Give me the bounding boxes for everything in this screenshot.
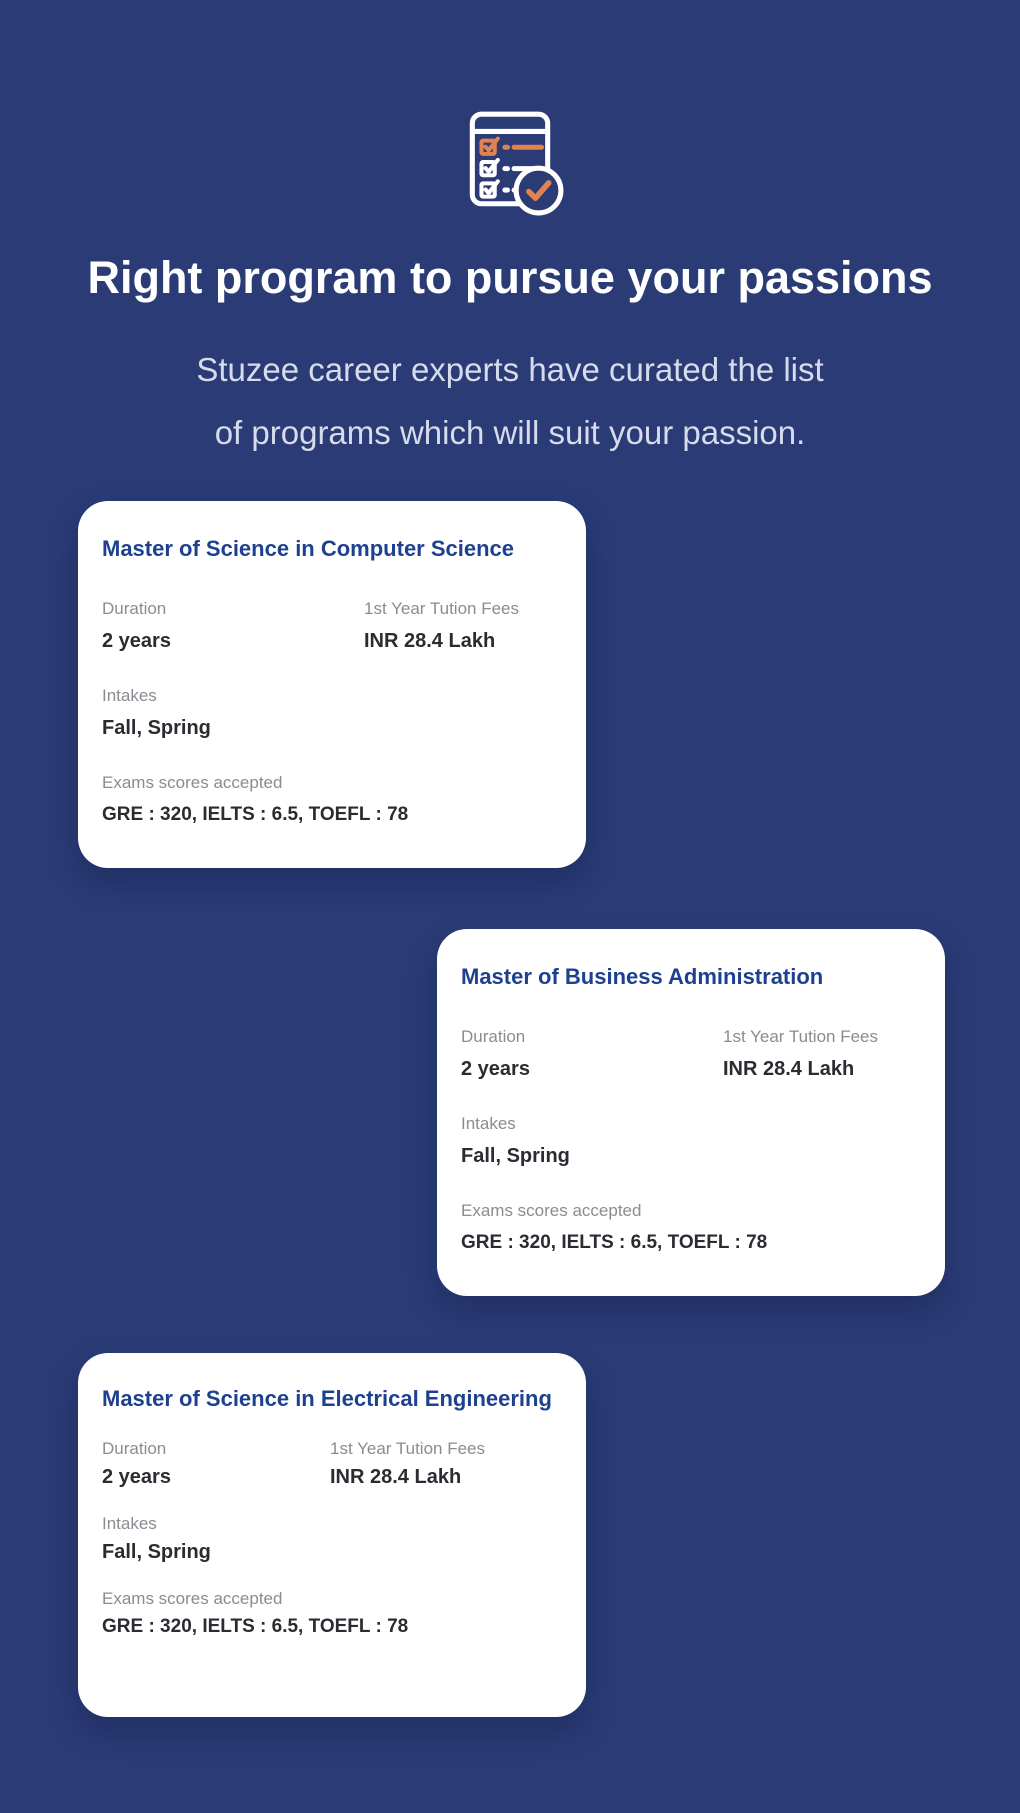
intakes-value: Fall, Spring [102, 717, 211, 739]
duration-label: Duration [102, 599, 167, 618]
intakes-field [461, 1113, 919, 1168]
duration-value: 2 years [102, 1466, 171, 1488]
duration-label: Duration [102, 1439, 167, 1458]
exams-label: Exams scores accepted [102, 1589, 283, 1608]
duration-field [102, 598, 364, 653]
tuition-value: INR 28.4 Lakh [364, 630, 496, 652]
program-card-electrical-engineering[interactable] [78, 1353, 586, 1717]
intakes-label: Intakes [102, 1514, 157, 1533]
page-subtitle-line2: of programs which will suit your passion. [214, 414, 806, 451]
exams-value: GRE : 320, IELTS : 6.5, TOEFL : 78 [461, 1232, 768, 1253]
program-title: Master of Business Administration [461, 964, 824, 989]
program-title: Master of Science in Computer Science [102, 536, 515, 561]
tuition-field [723, 1026, 919, 1081]
program-card-computer-science[interactable] [78, 501, 586, 868]
page-subtitle-line1: Stuzee career experts have curated the list [196, 351, 824, 388]
exams-label: Exams scores accepted [102, 773, 283, 792]
duration-value: 2 years [102, 630, 171, 652]
exams-field [102, 1588, 560, 1639]
duration-field [461, 1026, 723, 1081]
tuition-label: 1st Year Tution Fees [364, 599, 519, 618]
exams-field [102, 772, 560, 827]
tuition-value: INR 28.4 Lakh [330, 1466, 462, 1488]
duration-label: Duration [461, 1027, 526, 1046]
intakes-field [102, 1513, 560, 1564]
exams-value: GRE : 320, IELTS : 6.5, TOEFL : 78 [102, 804, 409, 825]
program-title: Master of Science in Electrical Engineering [102, 1386, 552, 1411]
intakes-label: Intakes [102, 686, 157, 705]
duration-value: 2 years [461, 1058, 530, 1080]
checklist-icon [454, 105, 566, 217]
exams-value: GRE : 320, IELTS : 6.5, TOEFL : 78 [102, 1616, 409, 1637]
page-title: Right program to pursue your passions [87, 252, 933, 303]
intakes-value: Fall, Spring [461, 1145, 570, 1167]
intakes-label: Intakes [461, 1114, 516, 1133]
page-subtitle [0, 338, 1020, 464]
program-card-mba[interactable] [437, 929, 945, 1296]
tuition-value: INR 28.4 Lakh [723, 1058, 855, 1080]
duration-field [102, 1438, 330, 1489]
intakes-value: Fall, Spring [102, 1541, 211, 1563]
tuition-field [330, 1438, 560, 1489]
exams-label: Exams scores accepted [461, 1201, 642, 1220]
tuition-label: 1st Year Tution Fees [723, 1027, 878, 1046]
intakes-field [102, 685, 560, 740]
tuition-label: 1st Year Tution Fees [330, 1439, 485, 1458]
exams-field [461, 1200, 919, 1255]
tuition-field [364, 598, 560, 653]
